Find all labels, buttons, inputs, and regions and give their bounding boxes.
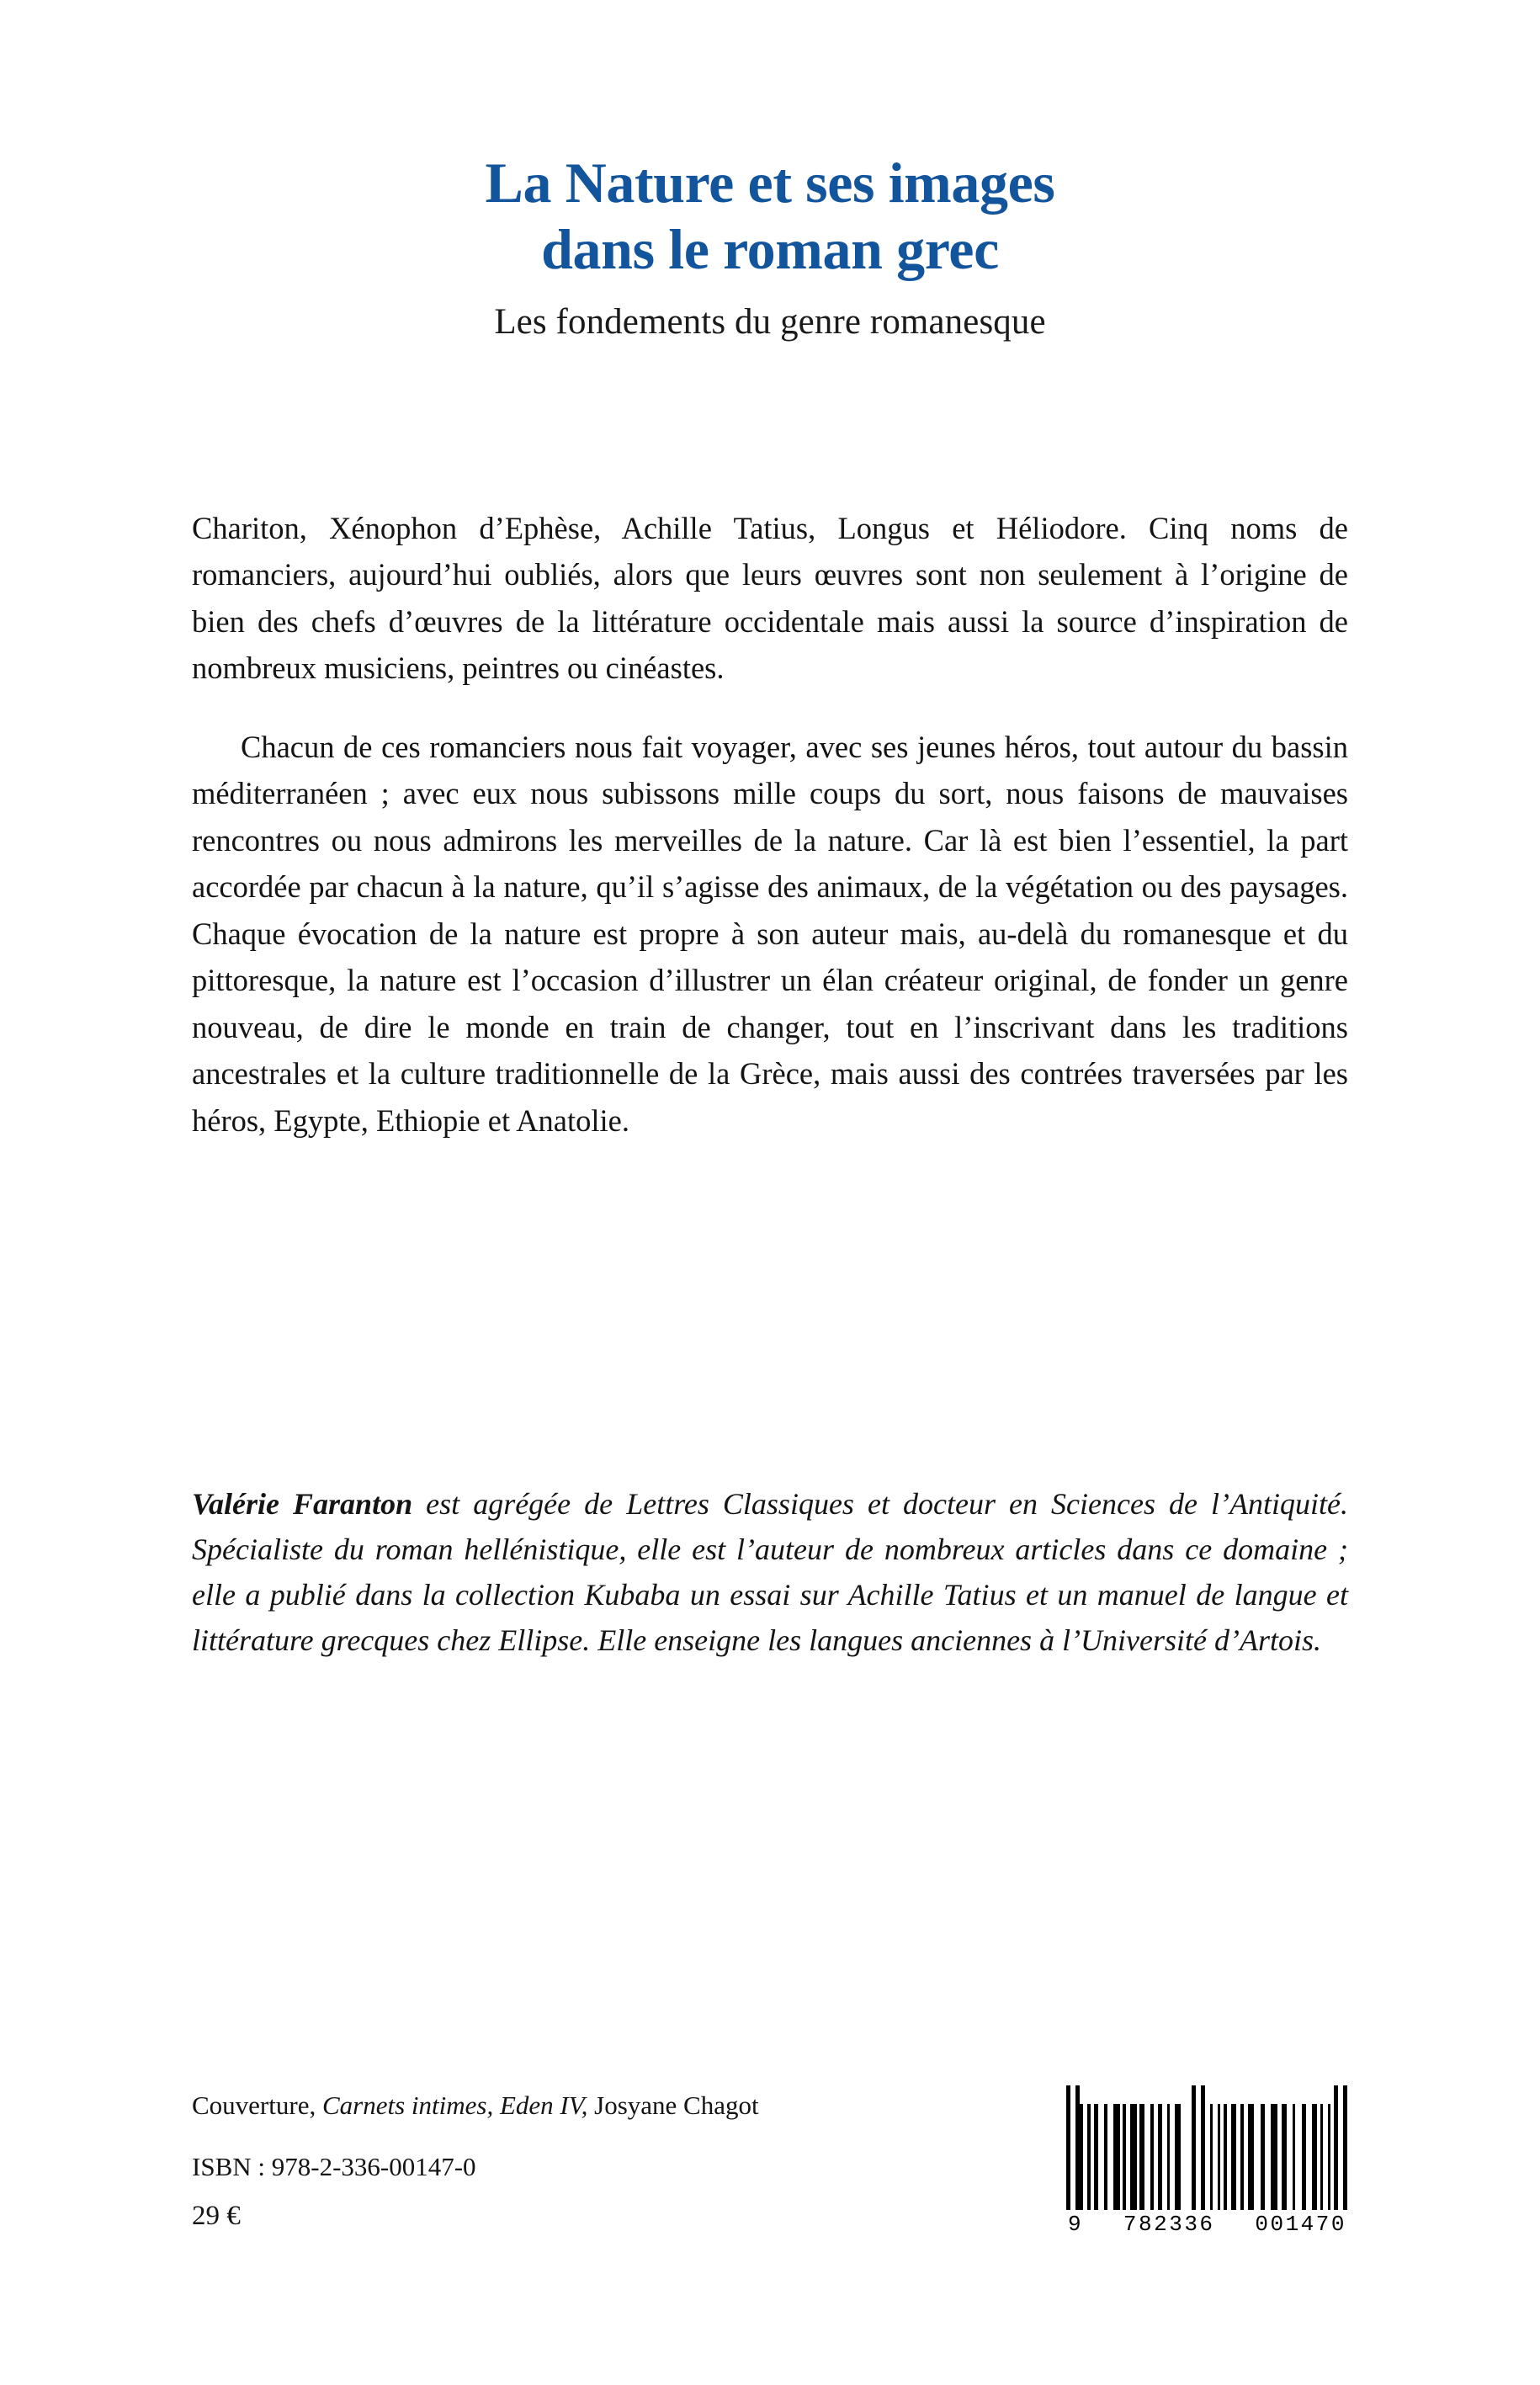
barcode-digits [1066,2212,1348,2237]
author-bio-text: est agrégée de Lettres Classiques et docteur en Sciences de l’Antiquité. Spécialiste du roman hellénistique, elle est l’auteur de nombreux articles dans ce domaine ; elle a publié dans la collection Kubaba un essai sur Achille Tatius et un manuel de langue et littérature grecques chez Ellipse. Elle enseigne les langues anciennes à l’Université d’Artois. [192,1487,1348,1657]
title-block [192,150,1348,343]
book-title-line-1: La Nature et ses images [485,151,1055,215]
cover-credit-artist: Josyane Chagot [587,2090,759,2120]
page-title [192,150,1348,283]
barcode-group-2: 001470 [1255,2212,1346,2237]
price-text: 29 € [192,2201,241,2232]
author-name: Valérie Faranton [192,1487,413,1521]
book-subtitle: Les fondements du genre romanesque [494,301,1046,342]
cover-content [192,0,1348,2385]
blurb-section [192,505,1348,1144]
isbn-text: ISBN : 978-2-336-00147-0 [192,2152,476,2182]
author-biography [192,1481,1348,1663]
barcode-bars [1066,2085,1348,2210]
barcode [1066,2085,1348,2237]
blurb-paragraph-1: Chariton, Xénophon d’Ephèse, Achille Tatius, Longus et Héliodore. Cinq noms de romanciers, aujourd’hui oubliés, alors que leurs œuvres sont non seulement à l’origine de bien des chefs d’œuvres de la littérature occidentale mais aussi la source d’inspiration de nombreux musiciens, peintres ou cinéastes. [192,511,1348,686]
barcode-lead-digit: 9 [1068,2212,1084,2237]
barcode-group-1: 782336 [1123,2212,1215,2237]
cover-credit-artwork: Carnets intimes, Eden IV, [321,2090,588,2120]
cover-credit-prefix: Couverture, [192,2090,322,2120]
blurb-paragraph-2: Chacun de ces romanciers nous fait voyager, avec ses jeunes héros, tout autour du bassin méditerranéen ; avec eux nous subissons mille coups du sort, nous faisons de mauvaises rencontres ou nous admirons les merveilles de la nature. Car là est bien l’essentiel, la part accordée par chacun à la nature, qu’il s’agisse des animaux, de la végétation ou des paysages. Chaque évocation de la nature est propre à son auteur mais, au-delà du romanesque et du pittoresque, la nature est l’occasion d’illustrer un élan créateur original, de fonder un genre nouveau, de dire le monde en train de changer, tout en l’inscrivant dans les traditions ancestrales et la culture traditionnelle de la Grèce, mais aussi des contrées traversées par les héros, Egypte, Ethiopie et Anatolie. [192,729,1348,1138]
book-title-line-2: dans le roman grec [541,216,999,281]
